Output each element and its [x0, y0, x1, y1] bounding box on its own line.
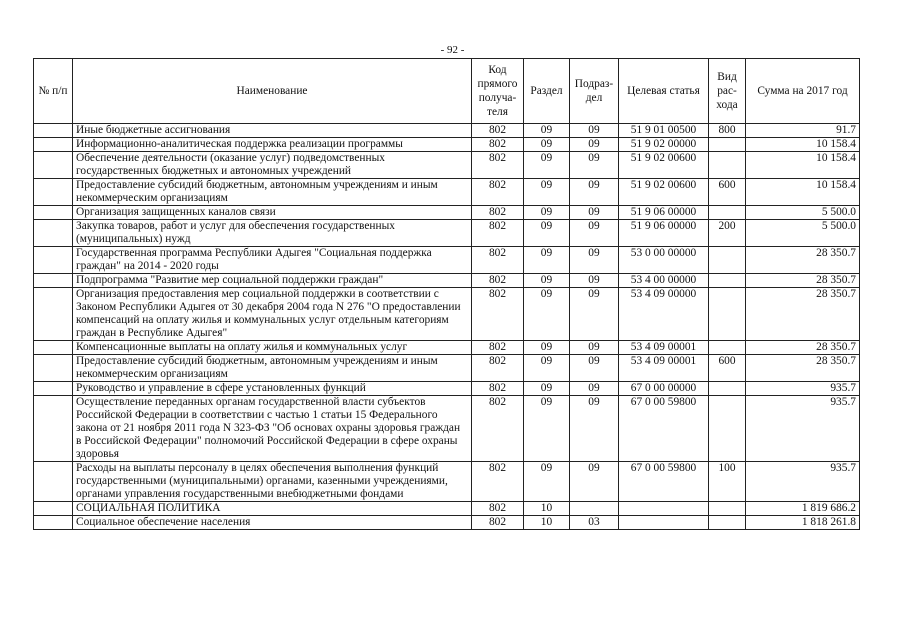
- cell-subsection: 09: [570, 220, 619, 247]
- cell-num: [34, 206, 73, 220]
- table-row: [34, 355, 860, 382]
- cell-target: 51 9 02 00600: [619, 179, 709, 206]
- cell-exp-type: [709, 138, 746, 152]
- cell-target: 53 0 00 00000: [619, 247, 709, 274]
- cell-name: Подпрограмма "Развитие мер социальной поддержки граждан": [73, 274, 472, 288]
- cell-section: 09: [524, 247, 570, 274]
- cell-code: 802: [472, 502, 524, 516]
- header-sum: Сумма на 2017 год: [746, 59, 860, 124]
- cell-num: [34, 502, 73, 516]
- cell-target: [619, 516, 709, 530]
- cell-code: 802: [472, 124, 524, 138]
- cell-subsection: 09: [570, 396, 619, 462]
- cell-name: Осуществление переданных органам государственной власти субъектов Российской Федерации в соответствии с частью 1 статьи 15 Федерального закона от 21 ноября 2011 года N 323-ФЗ "Об основах охраны здоровья граждан в Российской Федерации" полномочий Российской Федерации в сфере охраны здоровья: [73, 396, 472, 462]
- cell-exp-type: 600: [709, 179, 746, 206]
- cell-subsection: 09: [570, 341, 619, 355]
- cell-section: 09: [524, 462, 570, 502]
- cell-section: 09: [524, 124, 570, 138]
- cell-exp-type: [709, 396, 746, 462]
- cell-sum: 10 158.4: [746, 152, 860, 179]
- cell-section: 09: [524, 396, 570, 462]
- cell-num: [34, 462, 73, 502]
- cell-target: 51 9 01 00500: [619, 124, 709, 138]
- cell-target: 51 9 06 00000: [619, 220, 709, 247]
- cell-exp-type: [709, 502, 746, 516]
- cell-subsection: 03: [570, 516, 619, 530]
- cell-sum: 5 500.0: [746, 206, 860, 220]
- cell-target: 53 4 09 00001: [619, 355, 709, 382]
- cell-section: 09: [524, 274, 570, 288]
- cell-name: Обеспечение деятельности (оказание услуг) подведомственных государственных бюджетных и автономных учреждений: [73, 152, 472, 179]
- cell-sum: 935.7: [746, 396, 860, 462]
- cell-subsection: 09: [570, 206, 619, 220]
- cell-code: 802: [472, 247, 524, 274]
- table-row: [34, 274, 860, 288]
- table-row: [34, 138, 860, 152]
- cell-section: 09: [524, 152, 570, 179]
- cell-section: 10: [524, 502, 570, 516]
- cell-num: [34, 220, 73, 247]
- header-num: № п/п: [34, 59, 73, 124]
- budget-table: [33, 58, 860, 530]
- table-row: [34, 152, 860, 179]
- cell-num: [34, 355, 73, 382]
- table-row: [34, 247, 860, 274]
- cell-code: 802: [472, 462, 524, 502]
- cell-sum: 91.7: [746, 124, 860, 138]
- cell-target: 51 9 02 00000: [619, 138, 709, 152]
- cell-num: [34, 288, 73, 341]
- cell-exp-type: [709, 152, 746, 179]
- cell-name: Закупка товаров, работ и услуг для обеспечения государственных (муниципальных) нужд: [73, 220, 472, 247]
- cell-target: 53 4 09 00001: [619, 341, 709, 355]
- cell-name: Государственная программа Республики Адыгея "Социальная поддержка граждан" на 2014 - 2020 годы: [73, 247, 472, 274]
- cell-name: Предоставление субсидий бюджетным, автономным учреждениям и иным некоммерческим организациям: [73, 355, 472, 382]
- cell-sum: 28 350.7: [746, 274, 860, 288]
- cell-subsection: 09: [570, 152, 619, 179]
- cell-num: [34, 382, 73, 396]
- header-exp-type: Вид рас-хода: [709, 59, 746, 124]
- cell-code: 802: [472, 179, 524, 206]
- table-row: [34, 516, 860, 530]
- cell-exp-type: [709, 341, 746, 355]
- cell-name: Организация предоставления мер социальной поддержки в соответствии с Законом Республики Адыгея от 30 декабря 2004 года N 276 "О предоставлении компенсаций на оплату жилья и коммунальных услуг отдельным категориям граждан в Республике Адыгея": [73, 288, 472, 341]
- cell-sum: 5 500.0: [746, 220, 860, 247]
- cell-name: СОЦИАЛЬНАЯ ПОЛИТИКА: [73, 502, 472, 516]
- cell-target: 51 9 02 00600: [619, 152, 709, 179]
- cell-num: [34, 516, 73, 530]
- cell-section: 10: [524, 516, 570, 530]
- cell-name: Расходы на выплаты персоналу в целях обеспечения выполнения функций государственными (муниципальными) органами, казенными учреждениями, органами управления государственными внебюджетными фондами: [73, 462, 472, 502]
- cell-target: 67 0 00 00000: [619, 382, 709, 396]
- cell-name: Предоставление субсидий бюджетным, автономным учреждениям и иным некоммерческим организациям: [73, 179, 472, 206]
- cell-exp-type: [709, 274, 746, 288]
- cell-sum: 935.7: [746, 382, 860, 396]
- header-name: Наименование: [73, 59, 472, 124]
- cell-exp-type: [709, 247, 746, 274]
- cell-code: 802: [472, 138, 524, 152]
- cell-name: Информационно-аналитическая поддержка реализации программы: [73, 138, 472, 152]
- cell-code: 802: [472, 206, 524, 220]
- cell-name: Компенсационные выплаты на оплату жилья и коммунальных услуг: [73, 341, 472, 355]
- page-number: - 92 -: [440, 44, 465, 56]
- cell-target: 67 0 00 59800: [619, 462, 709, 502]
- cell-exp-type: 800: [709, 124, 746, 138]
- cell-subsection: 09: [570, 288, 619, 341]
- cell-section: 09: [524, 138, 570, 152]
- cell-name: Иные бюджетные ассигнования: [73, 124, 472, 138]
- cell-num: [34, 396, 73, 462]
- cell-subsection: 09: [570, 138, 619, 152]
- cell-exp-type: 100: [709, 462, 746, 502]
- cell-sum: 935.7: [746, 462, 860, 502]
- header-subsection: Подраз-дел: [570, 59, 619, 124]
- cell-subsection: 09: [570, 247, 619, 274]
- cell-num: [34, 124, 73, 138]
- header-section: Раздел: [524, 59, 570, 124]
- cell-code: 802: [472, 516, 524, 530]
- cell-sum: 10 158.4: [746, 138, 860, 152]
- cell-num: [34, 138, 73, 152]
- cell-exp-type: [709, 206, 746, 220]
- cell-subsection: 09: [570, 462, 619, 502]
- cell-exp-type: [709, 382, 746, 396]
- cell-section: 09: [524, 355, 570, 382]
- cell-subsection: 09: [570, 274, 619, 288]
- cell-num: [34, 152, 73, 179]
- cell-num: [34, 341, 73, 355]
- cell-exp-type: [709, 288, 746, 341]
- cell-target: 53 4 00 00000: [619, 274, 709, 288]
- cell-name: Социальное обеспечение населения: [73, 516, 472, 530]
- cell-sum: 1 818 261.8: [746, 516, 860, 530]
- cell-sum: 28 350.7: [746, 355, 860, 382]
- cell-target: 53 4 09 00000: [619, 288, 709, 341]
- cell-sum: 28 350.7: [746, 341, 860, 355]
- cell-name: Организация защищенных каналов связи: [73, 206, 472, 220]
- cell-subsection: 09: [570, 382, 619, 396]
- cell-target: [619, 502, 709, 516]
- cell-exp-type: 200: [709, 220, 746, 247]
- cell-target: 51 9 06 00000: [619, 206, 709, 220]
- cell-sum: 10 158.4: [746, 179, 860, 206]
- table-row: [34, 220, 860, 247]
- table-row: [34, 502, 860, 516]
- cell-code: 802: [472, 274, 524, 288]
- cell-code: 802: [472, 355, 524, 382]
- cell-subsection: 09: [570, 179, 619, 206]
- table-row: [34, 341, 860, 355]
- cell-num: [34, 247, 73, 274]
- cell-exp-type: [709, 516, 746, 530]
- table-row: [34, 206, 860, 220]
- table-body: [34, 124, 860, 530]
- cell-code: 802: [472, 220, 524, 247]
- table-row: [34, 179, 860, 206]
- table-row: [34, 462, 860, 502]
- cell-code: 802: [472, 396, 524, 462]
- table-row: [34, 288, 860, 341]
- cell-section: 09: [524, 341, 570, 355]
- cell-name: Руководство и управление в сфере установленных функций: [73, 382, 472, 396]
- table-header-row: [34, 59, 860, 124]
- header-target: Целевая статья: [619, 59, 709, 124]
- cell-section: 09: [524, 382, 570, 396]
- cell-subsection: 09: [570, 355, 619, 382]
- cell-section: 09: [524, 179, 570, 206]
- cell-num: [34, 274, 73, 288]
- cell-target: 67 0 00 59800: [619, 396, 709, 462]
- table-row: [34, 396, 860, 462]
- cell-exp-type: 600: [709, 355, 746, 382]
- cell-sum: 1 819 686.2: [746, 502, 860, 516]
- cell-code: 802: [472, 288, 524, 341]
- cell-code: 802: [472, 382, 524, 396]
- cell-subsection: [570, 502, 619, 516]
- cell-code: 802: [472, 152, 524, 179]
- cell-section: 09: [524, 288, 570, 341]
- cell-sum: 28 350.7: [746, 288, 860, 341]
- cell-sum: 28 350.7: [746, 247, 860, 274]
- cell-section: 09: [524, 206, 570, 220]
- cell-section: 09: [524, 220, 570, 247]
- table-row: [34, 124, 860, 138]
- header-code: Код прямого получа-теля: [472, 59, 524, 124]
- table-row: [34, 382, 860, 396]
- cell-subsection: 09: [570, 124, 619, 138]
- cell-code: 802: [472, 341, 524, 355]
- cell-num: [34, 179, 73, 206]
